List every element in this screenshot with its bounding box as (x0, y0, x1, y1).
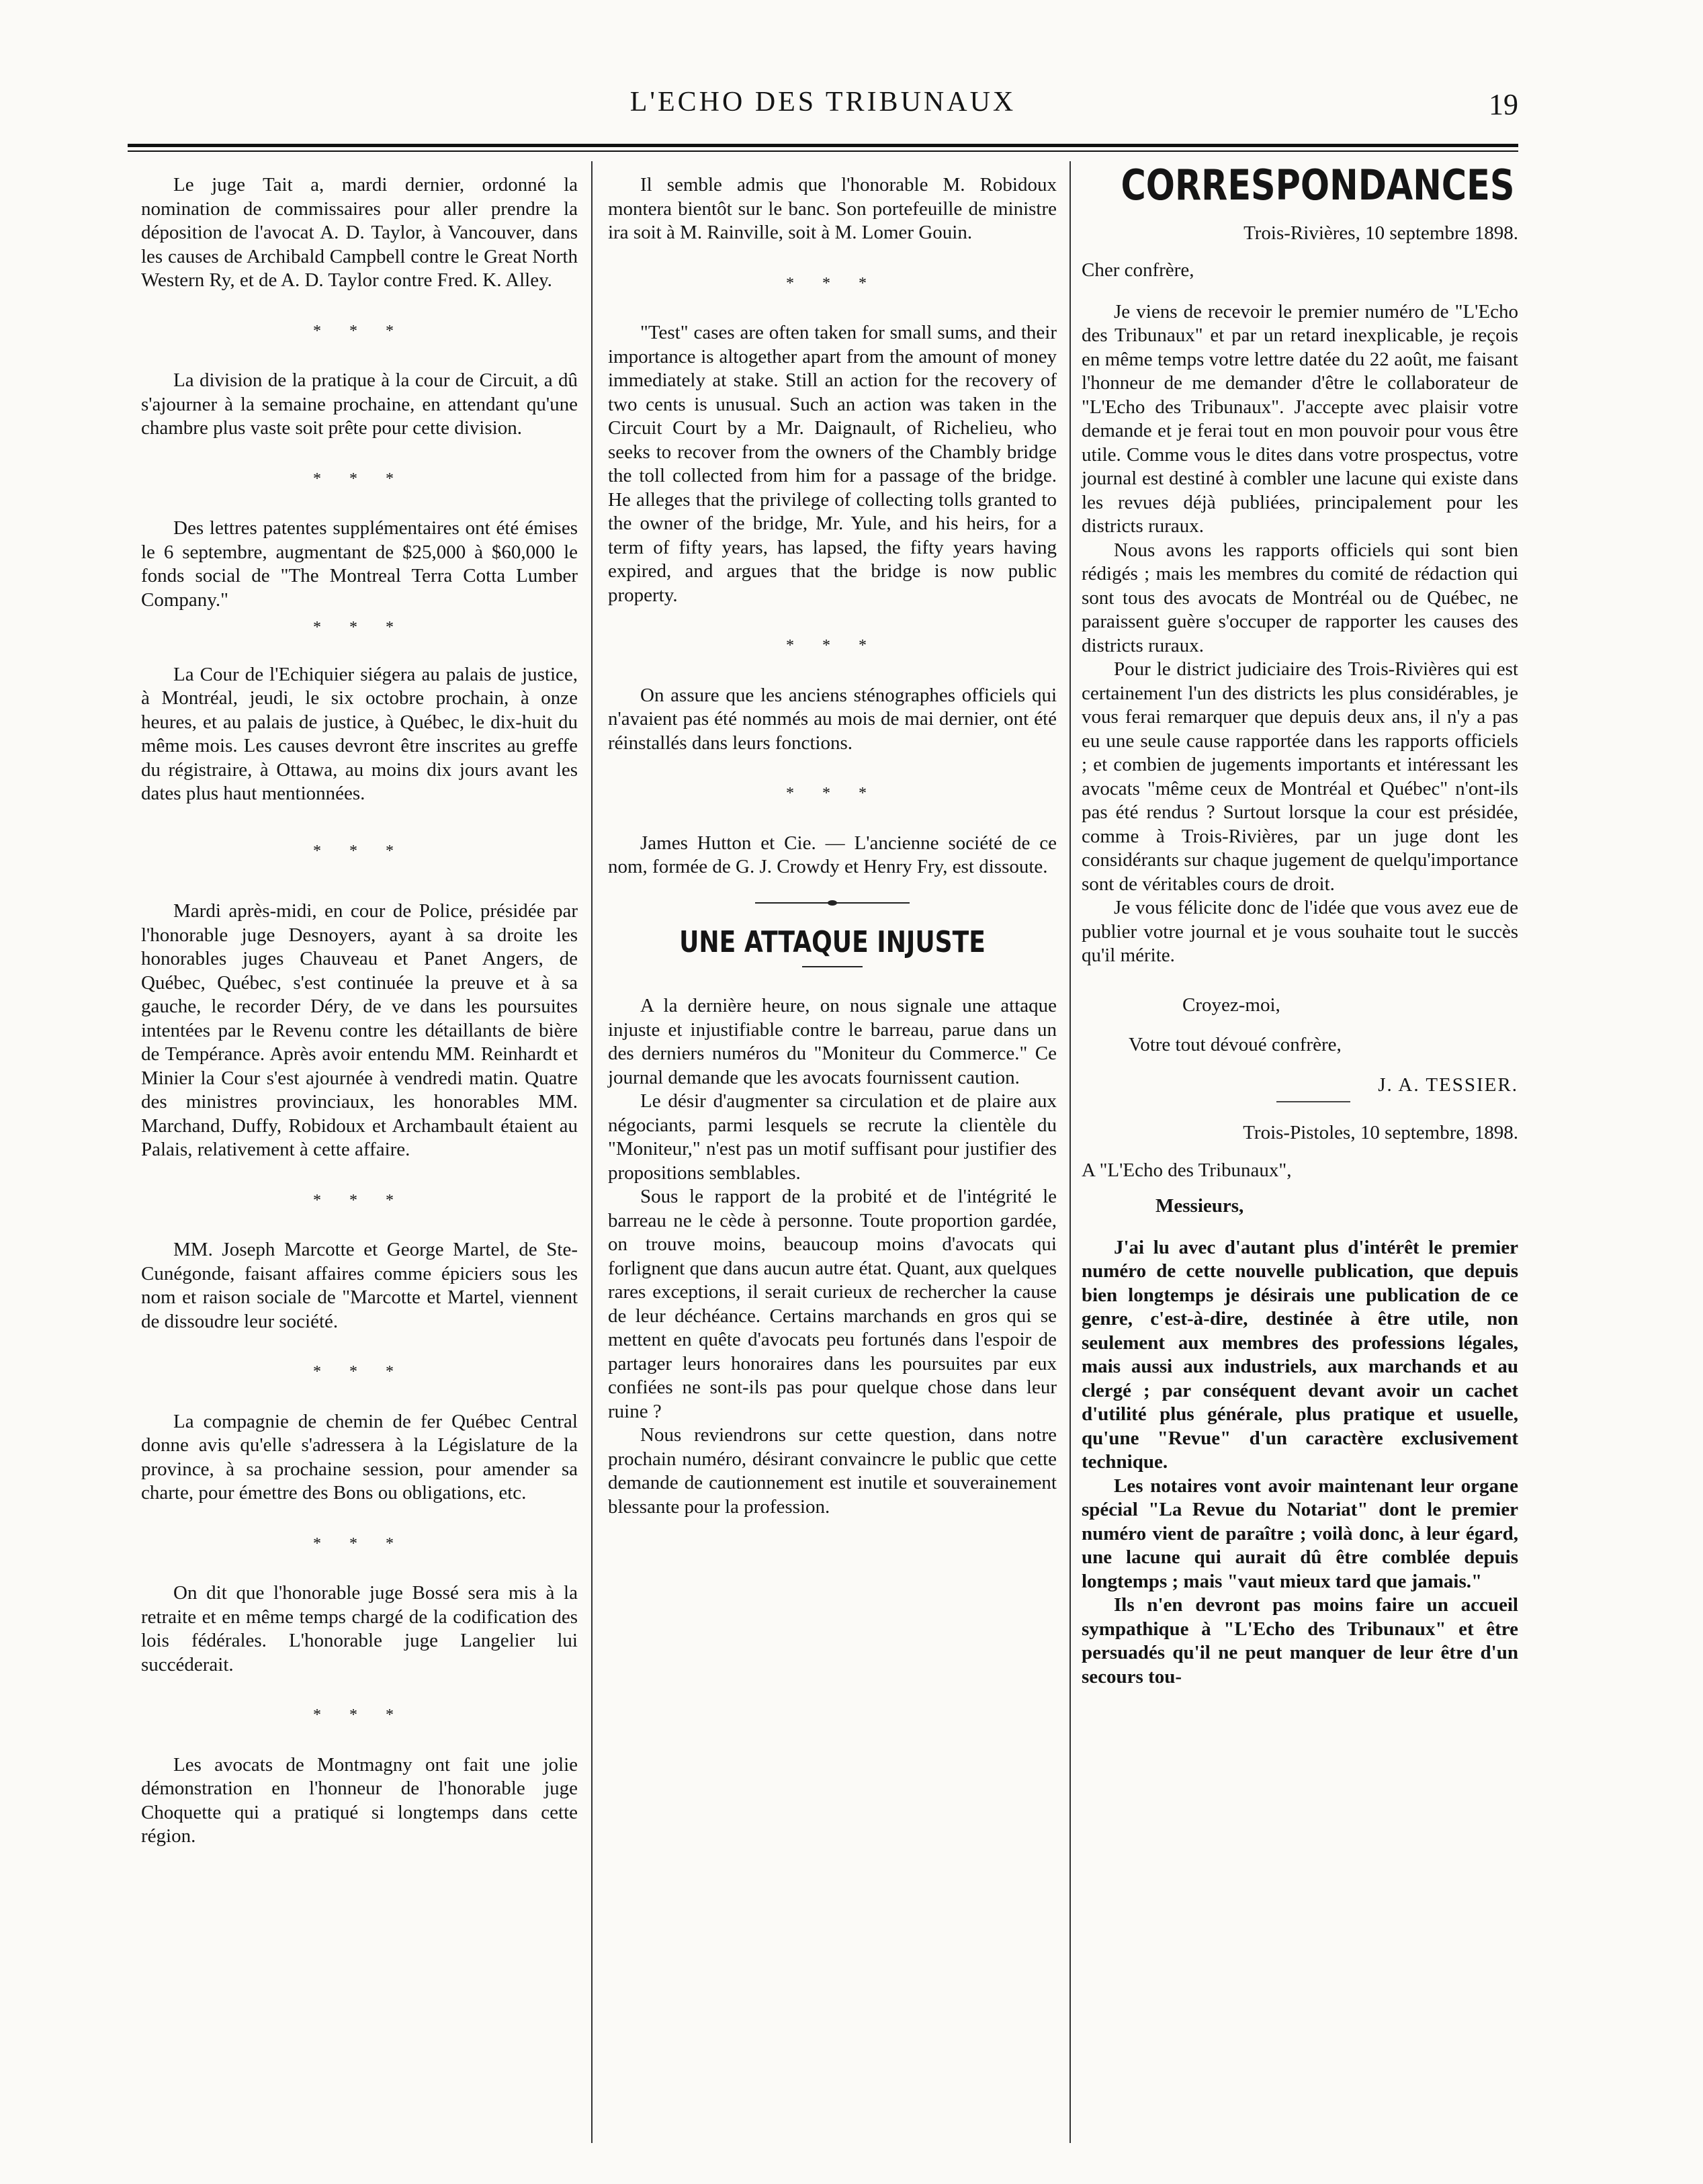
article-paragraph: Il semble admis que l'honorable M. Robidoux montera bientôt sur le banc. Son portefeuille de ministre ira soit à M. Rainville, soit à M. Lomer Gouin. (608, 174, 1057, 243)
section-heading: CORRESPONDANCES (1121, 161, 1515, 210)
separator-stars: * * * (786, 637, 879, 654)
separator-stars: * * * (786, 785, 879, 802)
article-paragraph: Le juge Tait a, mardi dernier, ordonné la nomination de commissaires pour aller prendre la déposition de l'avocat A. D. Taylor, à Vancouver, dans les causes de Archibald Campbell contre le Great North Western Ry, et de A. D. Taylor contre Fred. K. Alley. (141, 174, 578, 291)
article-paragraph: Sous le rapport de la probité et de l'intégrité le barreau ne le cède à personne. Toute proportion gardée, on trouve moins, beaucoup moins d'avocats qui forlignent que dans aucun autre état. Quant, aux quelques rares exceptions, il serait curieux de rechercher la cause de leur déchéance. Certains marchands en gros qui se mettent en quête d'avocats peu fortunés dans l'espoir de partager leurs honoraires dans les poursuites par eux confiées ne sont-ils pas pour quelque chose dans leur ruine ? (608, 1186, 1057, 1422)
header-rule-thick (128, 144, 1518, 147)
article-paragraph: La compagnie de chemin de fer Québec Central donne avis qu'elle s'adressera à la Législature de la province, à sa prochaine session, pour amender sa charte, pour émettre des Bons ou obligations, etc. (141, 1410, 578, 1503)
column-3 (1082, 161, 1518, 1689)
page-number: 19 (1489, 88, 1518, 121)
article-paragraph: Les avocats de Montmagny ont fait une jolie démonstration en l'honneur de l'honorable juge Choquette qui a pratiqué si longtemps dans cette région. (141, 1753, 578, 1847)
letter-dateline: Trois-Rivières, 10 septembre 1898. (1243, 222, 1518, 244)
letter-salutation: Cher confrère, (1082, 259, 1194, 281)
separator-stars: * * * (313, 470, 406, 488)
separator-stars: * * * (313, 619, 406, 636)
article-paragraph: La division de la pratique à la cour de Circuit, a dû s'ajourner à la semaine prochaine, en attendant qu'une chambre plus vaste soit prête pour cette division. (141, 369, 578, 439)
separator-stars: * * * (313, 1191, 406, 1209)
article-paragraph: On assure que les anciens sténographes officiels qui n'avaient pas été nommés au mois de mai dernier, ont été réinstallés dans leurs fonctions. (608, 684, 1057, 754)
article-heading: UNE ATTAQUE INJUSTE (679, 924, 986, 959)
article-paragraph: Mardi après-midi, en cour de Police, présidée par l'honorable juge Desnoyers, ayant à sa droite les honorables juges Chauveau et Panet Angers, de Québec, Québec, s'est continuée la preuve et à sa gauche, le recorder Déry, de ve dans les poursuites intentées par le Revenu contre les détaillants de bière de Tempérance. Après avoir entendu MM. Reinhardt et Minier la Cour s'est ajournée à vendredi matin. Quatre des ministres provinciaux, les honorables MM. Marchand, Duffy, Robidoux et Archambault étaient au Palais, relativement à cette affaire. (141, 900, 578, 1160)
article-paragraph: MM. Joseph Marcotte et George Martel, de Ste-Cunégonde, faisant affaires comme épiciers sous les nom et raison sociale de "Marcotte et Martel, viennent de dissoudre leur société. (141, 1239, 578, 1332)
article-paragraph: La Cour de l'Echiquier siégera au palais de justice, à Montréal, jeudi, le six octobre prochain, à onze heures, et au palais de justice, à Québec, le dix-huit du même mois. Les causes devront être inscrites au greffe du régistraire, à Ottawa, au moins dix jours avant les dates plus haut mentionnées. (141, 663, 578, 804)
separator-stars: * * * (313, 1363, 406, 1381)
letter-address: A "L'Echo des Tribunaux", (1082, 1159, 1292, 1181)
separator-stars: * * * (313, 1706, 406, 1724)
article-paragraph: Des lettres patentes supplémentaires ont été émises le 6 septembre, augmentant de $25,000 à $60,000 le fonds social de "The Montreal Terra Cotta Lumber Company." (141, 517, 578, 611)
letter-paragraph: Ils n'en devront pas moins faire un accueil sympathique à "L'Echo des Tribunaux" et être persuadés qu'il ne peut manquer de leur être d'un secours tou- (1082, 1594, 1518, 1688)
ornamental-rule (755, 902, 910, 904)
article-paragraph: Le désir d'augmenter sa circulation et de plaire aux négociants, parmi lesquels se recrute la clientèle du "Moniteur," n'est pas un motif suffisant pour justifier des propositions semblables. (608, 1090, 1057, 1184)
separator-stars: * * * (786, 274, 879, 292)
letter-paragraph: Pour le district judiciaire des Trois-Rivières qui est certainement l'un des districts les plus considérables, je vous ferai remarquer que depuis deux ans, il n'y a pas eu une seule cause rapportée dans les rapports officiels ; et combien de jugements importants et intéressant les avocats "même ceux de Montréal et Québec" n'ont-ils pas été rendus ? Surtout lorsque la cour est présidée, comme à Trois-Rivières, par un juge dont les considérants sur chaque jugement de quelqu'importance sont de véritables cours de droit. (1082, 658, 1518, 895)
masthead (128, 86, 1518, 133)
column-2 (608, 173, 1057, 1519)
letter-paragraph: Les notaires vont avoir maintenant leur organe spécial "La Revue du Notariat" dont le premier numéro vient de paraître ; voilà donc, à leur égard, une lacune qui aurait dû être comblée depuis longtemps ; mais "vaut mieux tard que jamais." (1082, 1475, 1518, 1592)
letter-paragraph: Je viens de recevoir le premier numéro de "L'Echo des Tribunaux" et par un retard inexplicable, je reçois en même temps votre lettre datée du 22 août, me faisant l'honneur de me demander d'être le collaborateur de "L'Echo des Tribunaux". J'accepte avec plaisir votre demande et je ferai tout en mon pouvoir pour vous être utile. Comme vous le dites dans votre prospectus, votre journal est destiné à combler une lacune qui existe dans les revues déjà publiées, principalement pour les districts ruraux. (1082, 300, 1518, 537)
article-paragraph: Nous reviendrons sur cette question, dans notre prochain numéro, désirant convaincre le public que cette demande de cautionnement est inutile et souverainement blessante pour la profession. (608, 1424, 1057, 1518)
letter-paragraph: Je vous félicite donc de l'idée que vous avez eue de publier votre journal et je vous souhaite tout le succès qu'il mérite. (1082, 897, 1518, 966)
separator-stars: * * * (313, 1534, 406, 1553)
heading-underline (802, 966, 863, 967)
column-divider (1069, 161, 1071, 2143)
article-paragraph: On dit que l'honorable juge Bossé sera mis à la retraite et en même temps chargé de la codification des lois fédérales. L'honorable juge Langelier lui succéderait. (141, 1582, 578, 1675)
letter-paragraph: J'ai lu avec d'autant plus d'intérêt le premier numéro de cette nouvelle publication, que depuis bien longtemps je désirais une publication de ce genre, c'est-à-dire, destinée à être utile, non seulement aux membres des professions légales, mais aussi aux industriels, aux marchands et au clergé ; par conséquent devant avoir un cachet d'utilité plus générale, plus pratique et usuelle, qu'une "Revue" d'un caractère exclusivement technique. (1082, 1236, 1518, 1473)
letter-dateline: Trois-Pistoles, 10 septembre, 1898. (1243, 1122, 1518, 1143)
header-rule-thin (128, 150, 1518, 152)
letter-closing: Croyez-moi, (1182, 994, 1280, 1016)
separator-stars: * * * (313, 842, 406, 860)
article-paragraph: "Test" cases are often taken for small sums, and their importance is altogether apart from the amount of money immediately at stake. Still an action for the recovery of two cents is unusual. Such an action was taken in the Circuit Court by a Mr. Daignault, of Richelieu, who seeks to recover from the owners of the Chambly bridge the toll collected from him for a passage of the bridge. He alleges that the privilege of collecting tolls granted to the owner of the bridge, Mr. Yule, and his heirs, for a term of fifty years, has lapsed, the fifty years having expired, and argues that the bridge is now public property. (608, 322, 1057, 606)
column-divider (591, 161, 593, 2143)
article-paragraph: James Hutton et Cie. — L'ancienne société de ce nom, formée de G. J. Crowdy et Henry Fry, est dissoute. (608, 832, 1057, 877)
column-1 (141, 173, 578, 1849)
running-title: L'ECHO DES TRIBUNAUX (629, 87, 1016, 118)
separator-stars: * * * (313, 322, 406, 340)
letter-closing: Votre tout dévoué confrère, (1129, 1034, 1342, 1055)
letter-signature: J. A. TESSIER. (1378, 1074, 1518, 1096)
letter-salutation: Messieurs, (1155, 1195, 1244, 1217)
article-paragraph: A la dernière heure, on nous signale une attaque injuste et injustifiable contre le barreau, parue dans un des derniers numéros du "Moniteur du Commerce." Ce journal demande que les avocats fournissent caution. (608, 995, 1057, 1088)
letter-paragraph: Nous avons les rapports officiels qui sont bien rédigés ; mais les membres du comité de rédaction qui sont tous des avocats de Montréal ou de Québec, ne paraissent guère s'occuper de rapporter les causes des districts ruraux. (1082, 539, 1518, 656)
signature-rule (1276, 1101, 1350, 1102)
